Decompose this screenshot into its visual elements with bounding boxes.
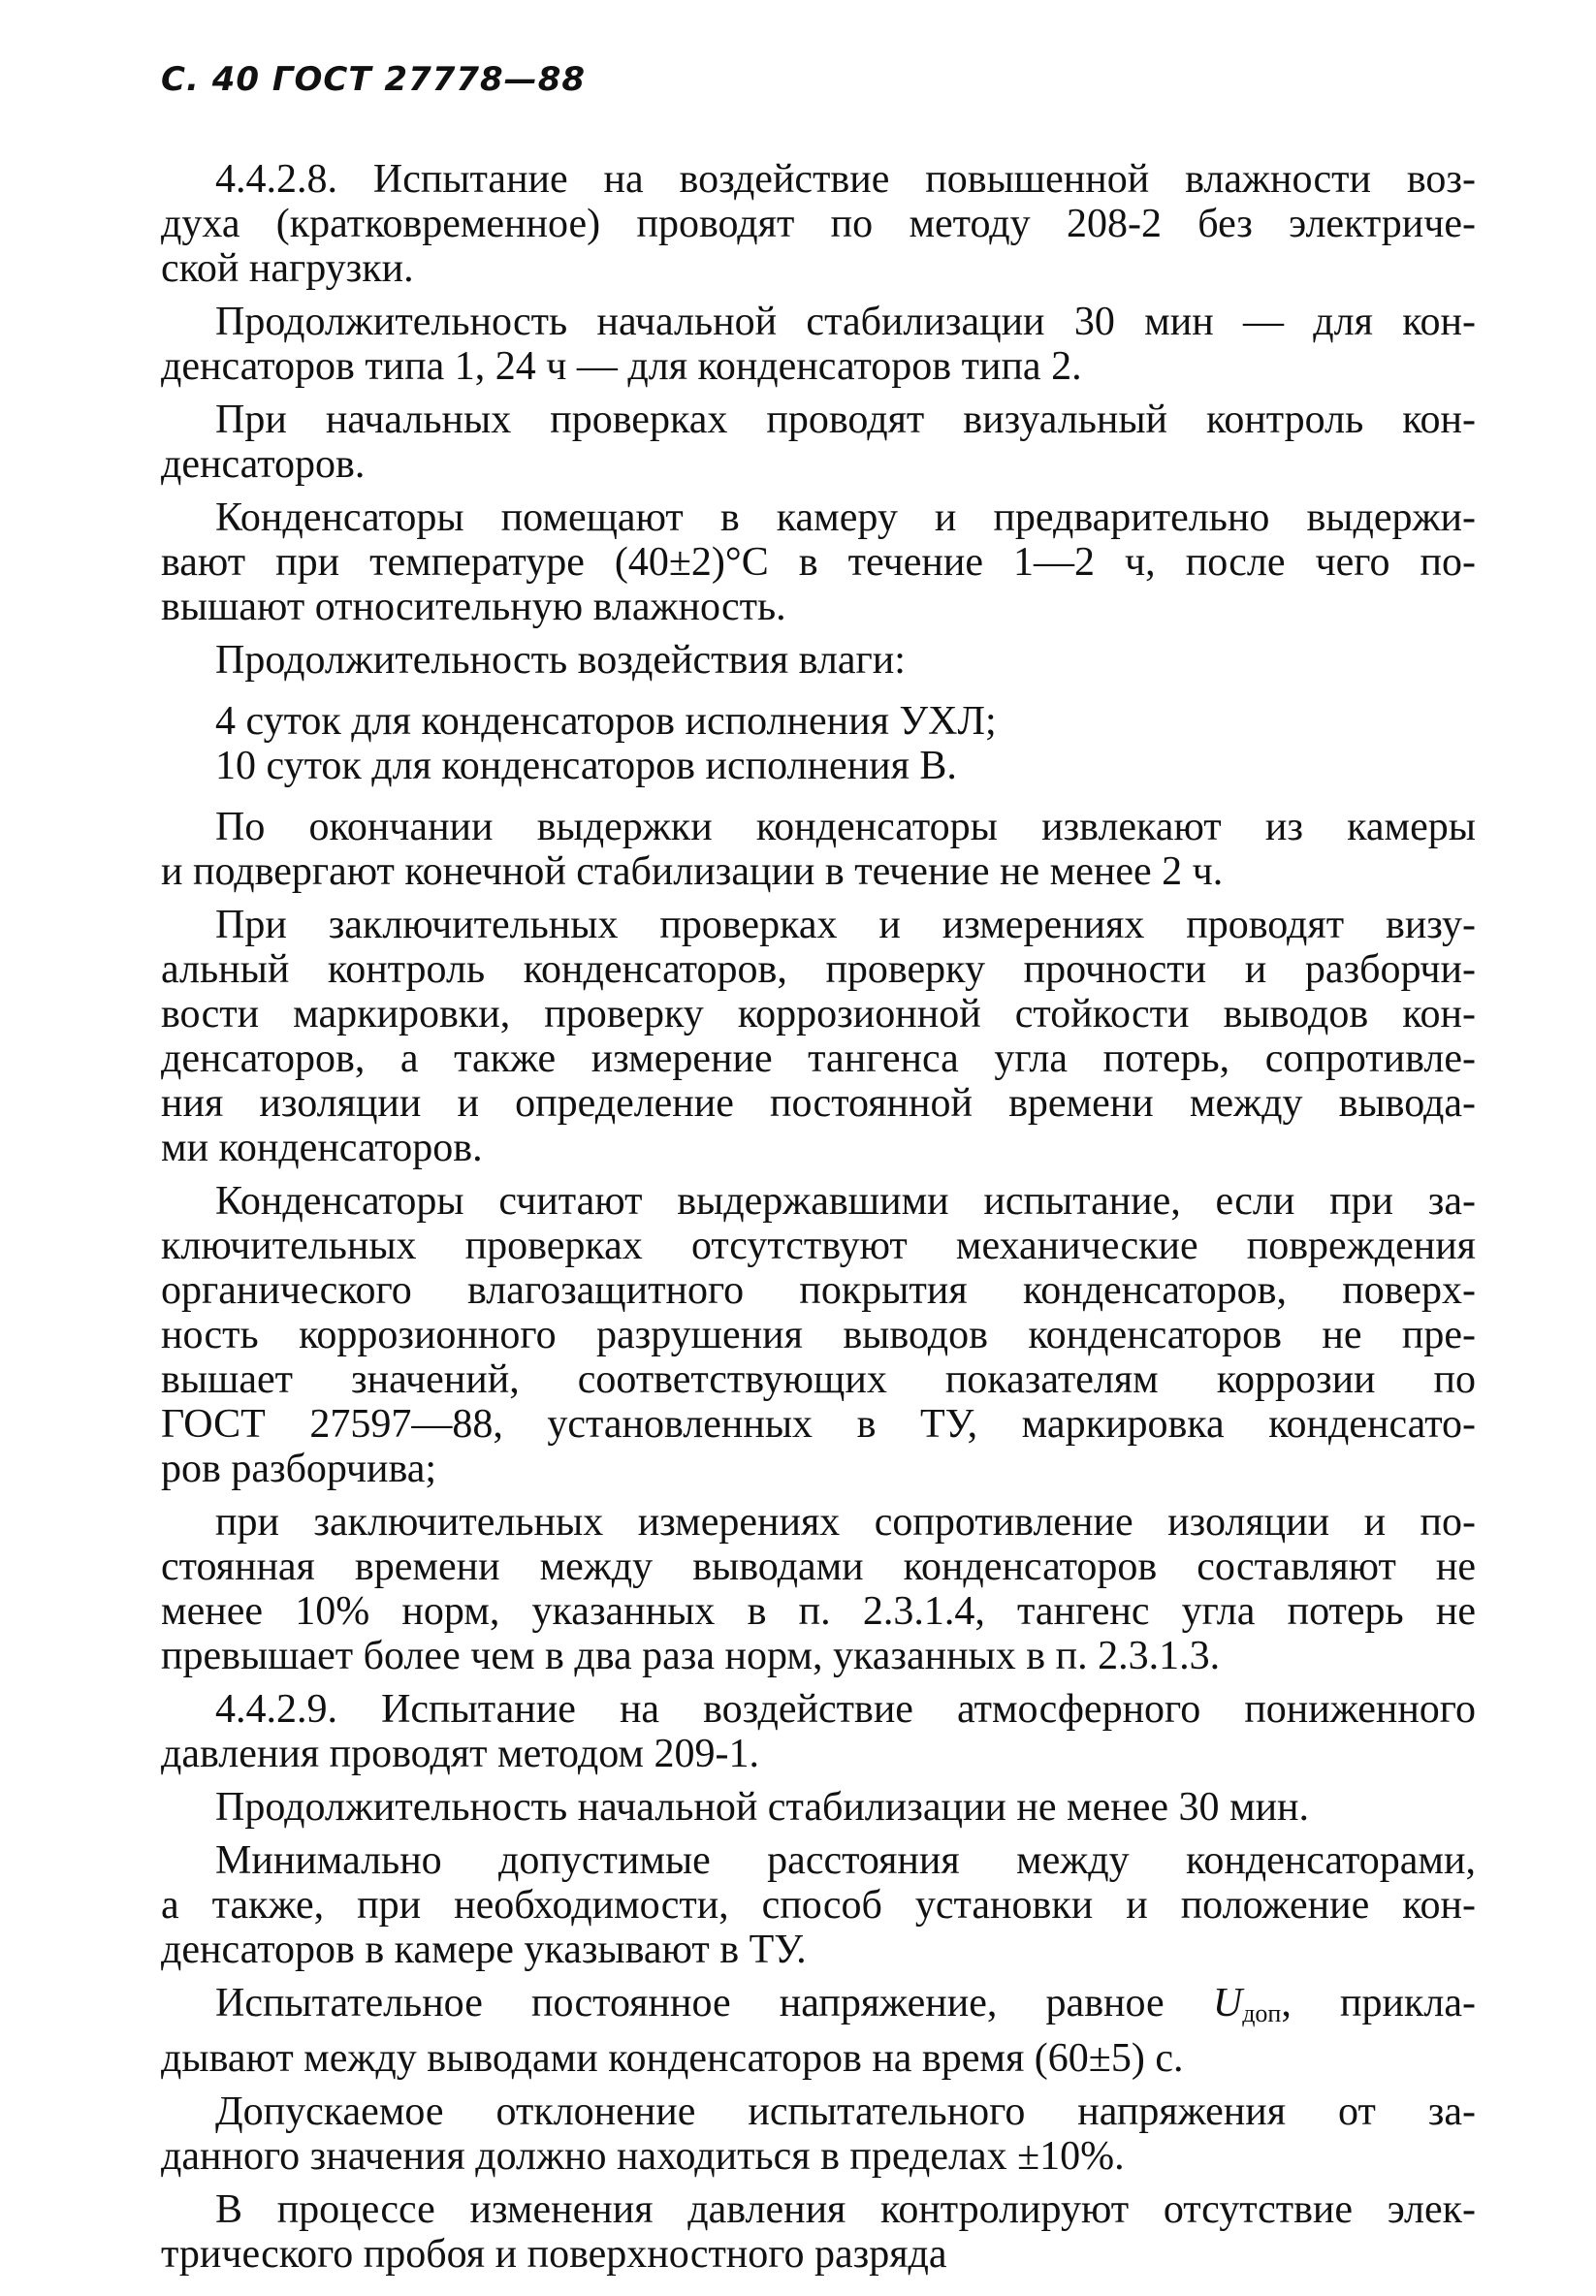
text-line: превышает более чем в два раза норм, указанных в п. 2.3.1.3. [161,1634,1221,1678]
text-line: и подвергают конечной стабилизации в течение не менее 2 ч. [161,849,1224,894]
text-line: денсаторов. [161,442,366,487]
text-line: 4.4.2.8. Испытание на воздействие повышенной влажности воз- [215,157,1476,202]
text-line: денсаторов типа 1, 24 ч — для конденсаторов типа 2. [161,344,1082,389]
text-line: Допускаемое отклонение испытательного напряжения от за- [215,2089,1476,2134]
text-line: вости маркировки, проверку коррозионной стойкости выводов кон- [161,992,1476,1036]
page-header: С. 40 ГОСТ 27778—88 [161,60,587,99]
paragraph [161,495,1476,629]
text-line: вышает значений, соответствующих показателям коррозии по [161,1357,1476,1402]
paragraph [161,2187,1476,2277]
text-line: данного значения должно находиться в пределах ±10%. [161,2134,1125,2179]
text-line: Продолжительность воздействия влаги: [215,638,906,683]
text-line: а также, при необходимости, способ установки и положение кон- [161,1883,1476,1928]
paragraph-4-4-2-8 [161,157,1476,291]
text-line: Конденсаторы считают выдержавшими испытание, если при за- [215,1179,1476,1224]
text-line: Конденсаторы помещают в камеру и предварительно выдержи- [215,495,1476,540]
paragraph [161,1981,1476,2081]
text-line: При начальных проверках проводят визуальный контроль кон- [215,398,1476,442]
text-fragment: , прикла- [1281,1981,1476,2025]
text-line: духа (кратковременное) проводят по методу 208-2 без электриче- [161,202,1476,246]
text-line: При заключительных проверках и измерениях проводят визу- [215,903,1476,947]
text-line: ния изоляции и определение постоянной времени между вывода- [161,1081,1476,1126]
text-line: Минимально допустимые расстояния между конденсаторами, [215,1838,1476,1883]
paragraph [161,1838,1476,1972]
text-line: денсаторов в камере указывают в ТУ. [161,1928,807,1972]
text-line: ров разборчива; [161,1447,437,1491]
list-item: 10 суток для конденсаторов исполнения В. [215,744,957,788]
text-line: ность коррозионного разрушения выводов конденсаторов не пре- [161,1313,1476,1357]
text-line: денсаторов, а также измерение тангенса угла потерь, сопротивле- [161,1036,1476,1081]
paragraph [161,903,1476,1170]
text-line: Продолжительность начальной стабилизации 30 мин — для кон- [215,300,1476,344]
list-item: 4 суток для конденсаторов исполнения УХЛ; [215,699,997,744]
paragraph [161,2089,1476,2179]
paragraph-4-4-2-9 [161,1687,1476,1776]
text-line: ми конденсаторов. [161,1126,483,1170]
text-line: вышают относительную влажность. [161,585,786,629]
text-line: ской нагрузки. [161,246,414,291]
list [215,699,1476,788]
text-line: трического пробоя и поверхностного разряда [161,2232,947,2277]
text-line: стоянная времени между выводами конденсаторов составляют не [161,1545,1476,1589]
text-line: давления проводят методом 209-1. [161,1732,759,1776]
text-line: менее 10% норм, указанных в п. 2.3.1.4, тангенс угла потерь не [161,1589,1476,1634]
text-line: органического влагозащитного покрытия конденсаторов, поверх- [161,1268,1476,1313]
voltage-subscript: доп [1242,1999,1282,2027]
text-line: альный контроль конденсаторов, проверку прочности и разборчи- [161,947,1476,992]
text-fragment: Испытательное постоянное напряжение, равное [215,1981,1213,2025]
text-line: ключительных проверках отсутствуют механические повреждения [161,1224,1476,1268]
paragraph [215,1785,1476,1830]
voltage-symbol: U [1212,1981,1243,2025]
text-line: По окончании выдержки конденсаторы извлекают из камеры [215,805,1476,849]
text-line [215,1981,1476,2036]
text-line: вают при температуре (40±2)°С в течение 1—2 ч, после чего по- [161,540,1476,585]
paragraph [215,638,1476,683]
paragraph [161,805,1476,894]
paragraph [161,1500,1476,1678]
text-line: Продолжительность начальной стабилизации не менее 30 мин. [215,1785,1310,1830]
paragraph [161,300,1476,389]
paragraph [161,398,1476,487]
text-line: 4.4.2.9. Испытание на воздействие атмосферного пониженного [215,1687,1476,1732]
text-line: В процессе изменения давления контролируют отсутствие элек- [215,2187,1476,2232]
text-line: при заключительных измерениях сопротивление изоляции и по- [215,1500,1476,1545]
paragraph [161,1179,1476,1491]
text-line: ГОСТ 27597—88, установленных в ТУ, маркировка конденсато- [161,1402,1476,1447]
document-body [161,157,1476,2277]
text-line: дывают между выводами конденсаторов на время (60±5) с. [161,2036,1184,2081]
